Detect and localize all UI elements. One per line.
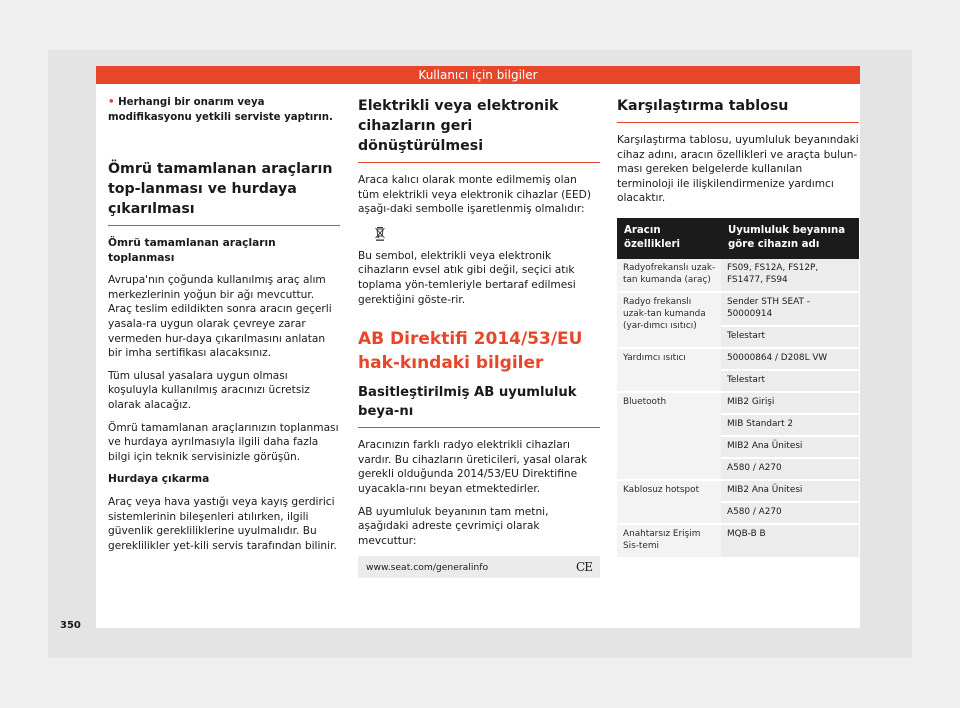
table-row	[617, 259, 859, 292]
table-cell-feature: Bluetooth	[617, 392, 721, 480]
table-cell-device-name: MIB2 Ana Ünitesi	[721, 480, 859, 502]
table-row	[617, 392, 859, 414]
table-row	[617, 348, 859, 370]
comparison-table	[617, 218, 859, 559]
table-cell-device-name: Sender STH SEAT - 50000914	[721, 292, 859, 326]
table-cell-device-name: 50000864 / D208L VW	[721, 348, 859, 370]
section-heading-comparison: Karşılaştırma tablosu	[617, 96, 859, 123]
table-row	[617, 524, 859, 558]
paragraph: Avrupa'nın çoğunda kullanılmış araç alım merkezlerinin yoğun bir ağı mevcuttur. Araç teslim edildikten sonra aracın geçerli yasala-ra uygun olarak çevreye zarar vermeden hur-daya çıkarılmasını anlatan bir imha sertifikası alacaksınız.	[108, 274, 332, 360]
table-row	[617, 480, 859, 502]
paragraph: AB uyumluluk beyanının tam metni, aşağıdaki adreste çevrimiçi olarak mevcuttur:	[358, 505, 549, 547]
column-right	[617, 96, 859, 559]
crossed-out-wheelie-bin-icon	[374, 225, 386, 241]
table-header: Uyumluluk beyanına göre cihazın adı	[721, 218, 859, 259]
table-cell-device-name: MIB Standart 2	[721, 414, 859, 436]
bullet-icon: •	[108, 97, 119, 108]
paragraph: Karşılaştırma tablosu, uyumluluk beyanındaki cihaz adını, aracın özellikleri ve araçta bulun-ması gereken belgelerde kullanılan terminoloji ile ilişkilendirmenize yardımcı olacaktır.	[617, 134, 859, 205]
table-cell-feature: Radyo frekanslı uzak-tan kumanda (yar-dımcı ısıtıcı)	[617, 292, 721, 348]
paragraph: Aracınızın farklı radyo elektrikli cihazları vardır. Bu cihazların üreticileri, yasal olarak gerekli olduğunda 2014/53/EU Direktifine uyacakla-rını beyan etmektedirler.	[358, 439, 588, 495]
subheading-scrapping: Hurdaya çıkarma	[108, 473, 210, 486]
column-left	[108, 96, 340, 561]
table-cell-device-name: MIB2 Girişi	[721, 392, 859, 414]
ce-mark-icon: CE	[576, 560, 592, 575]
column-middle	[358, 96, 600, 578]
table-cell-device-name: Telestart	[721, 370, 859, 392]
table-row	[617, 292, 859, 326]
table-cell-device-name: MQB-B B	[721, 524, 859, 558]
paragraph: Araç veya hava yastığı veya kayış gerdirici sistemlerinin bileşenleri atılırken, ilgili güvenlik gerekliliklerine uyulmalıdır. Bu gereklilikler yet-kili servis tarafından bilinir.	[108, 495, 337, 552]
table-cell-device-name: FS09, FS12A, FS12P, FS1477, FS94	[721, 259, 859, 292]
paragraph: Araca kalıcı olarak monte edilmemiş olan tüm elektrikli veya elektronik cihazlar (EED) aşağı-daki sembolle işaretlenmiş olmalıdır:	[358, 174, 591, 216]
table-cell-feature: Yardımcı ısıtıcı	[617, 348, 721, 392]
paragraph: Ömrü tamamlanan araçlarınızın toplanması ve hurdaya ayrılmasıyla ilgili daha fazla bilgi için teknik servisinizle görüşün.	[108, 421, 339, 463]
table-cell-feature: Radyofrekanslı uzak-tan kumanda (araç)	[617, 259, 721, 292]
section-heading-directive: AB Direktifi 2014/53/EU hak-kındaki bilgiler	[358, 329, 583, 374]
page-number: 350	[60, 620, 81, 631]
table-cell-device-name: MIB2 Ana Ünitesi	[721, 436, 859, 458]
declaration-link[interactable]: www.seat.com/generalinfo	[366, 561, 489, 573]
paragraph: Tüm ulusal yasalara uygun olması koşuluyla kullanılmış aracınızı ücretsiz olarak alacağız.	[108, 369, 310, 411]
table-cell-device-name: Telestart	[721, 326, 859, 348]
section-heading-recycling: Elektrikli veya elektronik cihazların geri dönüştürülmesi	[358, 96, 600, 163]
subheading-declaration: Basitleştirilmiş AB uyumluluk beya-nı	[358, 383, 600, 428]
subheading-collection: Ömrü tamamlanan araçların toplanması	[108, 237, 276, 264]
table-header: Aracın özellikleri	[617, 218, 721, 259]
section-heading-end-of-life: Ömrü tamamlanan araçların top-lanması ve hurdaya çıkarılması	[108, 159, 340, 226]
table-cell-device-name: A580 / A270	[721, 502, 859, 524]
bullet-item: • Herhangi bir onarım veya modifikasyonu yetkili serviste yaptırın.	[108, 97, 333, 123]
paragraph: Bu sembol, elektrikli veya elektronik cihazların evsel atık gibi değil, seçici atık toplama yön-temleriyle bertaraf edilmesi gerektiğini göste-rir.	[358, 249, 576, 306]
table-cell-device-name: A580 / A270	[721, 458, 859, 480]
table-cell-feature: Kablosuz hotspot	[617, 480, 721, 524]
page-header: Kullanıcı için bilgiler	[96, 66, 860, 84]
table-cell-feature: Anahtarsız Erişim Sis-temi	[617, 524, 721, 558]
declaration-link-box	[358, 556, 600, 578]
